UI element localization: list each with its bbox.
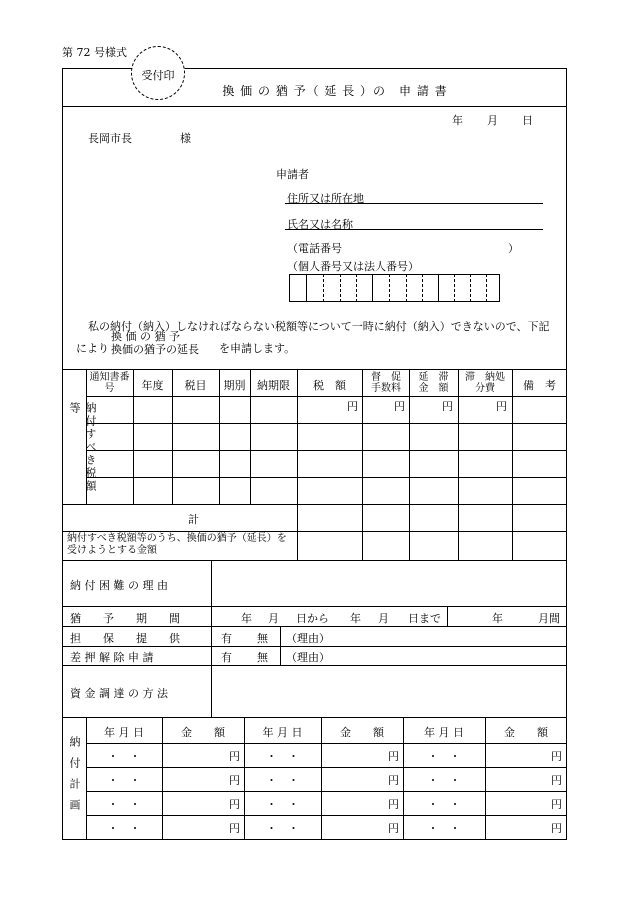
id-cell-divider (306, 274, 307, 302)
id-cell-divider (486, 274, 487, 302)
plan-row-line (86, 815, 567, 816)
grace-from-year: 年 (241, 612, 252, 625)
title-divider (62, 106, 567, 107)
addressee-honorific: 様 (180, 132, 191, 145)
plan-yen: 円 (229, 822, 240, 835)
date-year: 年 (452, 114, 463, 127)
plan-yen: 円 (551, 822, 562, 835)
address-field[interactable] (285, 203, 543, 204)
plan-yen: 円 (551, 750, 562, 763)
plan-date-dots: ・ ・ (427, 822, 461, 835)
header-period: 期別 (223, 379, 246, 392)
header-tax-item: 税目 (184, 379, 207, 392)
tax-table-col (362, 369, 363, 560)
tax-table-col (458, 369, 459, 560)
tax-table-row-line (86, 450, 567, 451)
plan-date-header: 年 月 日 (424, 726, 464, 739)
tax-table-top (62, 369, 567, 370)
grace-count-year: 年 (492, 612, 503, 625)
seizure-label: 差 押 解 除 申 請 (70, 651, 154, 664)
header-notice-no: 通知書番 号 (89, 372, 140, 394)
plan-yen: 円 (551, 798, 562, 811)
addressee-name: 長岡市長 (88, 132, 132, 145)
grace-bottom (62, 626, 567, 627)
address-label: 住所又は所在地 (287, 192, 364, 205)
id-cell-divider (406, 274, 407, 302)
seizure-reason: （理由） (286, 651, 330, 664)
applicant-label: 申請者 (276, 168, 309, 181)
id-cell-divider (454, 274, 455, 302)
collateral-no[interactable]: 無 (257, 632, 268, 645)
grace-period-label: 猶 予 期 間 (70, 612, 180, 625)
id-cell-divider (470, 274, 471, 302)
plan-yen: 円 (551, 774, 562, 787)
phone-close: ） (508, 242, 519, 255)
id-cell-divider (372, 274, 373, 302)
plan-amount-header: 金 額 (181, 726, 225, 739)
plan-date-dots: ・ ・ (427, 798, 461, 811)
header-delinquency: 延 滞金 額 (418, 372, 449, 394)
id-cell-divider (438, 274, 439, 302)
grace-divider (447, 606, 448, 626)
grace-from-day: 日から (296, 612, 329, 625)
id-number-label: （個人番号又は法人番号） (287, 260, 419, 273)
statement-suffix: を申請します。 (219, 342, 296, 355)
plan-date-dots: ・ ・ (107, 750, 141, 763)
plan-date-dots: ・ ・ (427, 750, 461, 763)
tax-table-total-line (62, 531, 567, 532)
seizure-yes[interactable]: 有 (221, 651, 232, 664)
id-cell-divider (389, 274, 390, 302)
tax-table-col (512, 369, 513, 560)
total-label: 計 (188, 513, 199, 526)
request-amount-label: 納付すべき税額等のうち、換価の猶予（延長）を受けようとする金額 (67, 533, 287, 556)
date-day: 日 (522, 114, 533, 127)
seizure-no[interactable]: 無 (257, 651, 268, 664)
id-cell-divider (422, 274, 423, 302)
reception-stamp-circle (131, 46, 185, 100)
funding-bottom (62, 717, 567, 718)
plan-yen: 円 (229, 750, 240, 763)
funding-divider (211, 665, 212, 717)
yen-tax: 円 (347, 400, 358, 413)
plan-date-dots: ・ ・ (107, 774, 141, 787)
date-month: 月 (487, 114, 498, 127)
page-title: 換 価 の 猶 予（ 延 長 ）の 申 請 書 (222, 84, 448, 98)
name-field[interactable] (285, 229, 543, 230)
reason-label: 納 付 困 難 の 理 由 (70, 579, 168, 592)
id-cell-divider (356, 274, 357, 302)
plan-date-header: 年 月 日 (104, 726, 144, 739)
yen-delinquency: 円 (442, 400, 453, 413)
id-cell-divider (340, 274, 341, 302)
plan-yen: 円 (229, 798, 240, 811)
collateral-yes[interactable]: 有 (221, 632, 232, 645)
plan-yen: 円 (388, 798, 399, 811)
plan-date-dots: ・ ・ (266, 750, 299, 763)
plan-date-dots: ・ ・ (266, 798, 299, 811)
header-tax-amount: 税 額 (313, 379, 346, 392)
tax-table-col (409, 369, 410, 560)
tax-table-row-line (86, 477, 567, 478)
statement-line1: 私の納付（納入）しなければならない税額等について一時に納付（納入）できないので、下記 (88, 320, 550, 333)
plan-date-header: 年 月 日 (262, 726, 303, 739)
tax-table-col (297, 369, 298, 560)
grace-to-year: 年 (350, 612, 361, 625)
tax-table-row-line (86, 423, 567, 424)
phone-label: （電話番号 (287, 242, 342, 255)
header-disposal: 滞 納処分費 (465, 372, 505, 394)
plan-date-dots: ・ ・ (266, 774, 299, 787)
plan-amount-header: 金 額 (504, 726, 548, 739)
header-year: 年度 (141, 379, 164, 392)
plan-yen: 円 (388, 774, 399, 787)
seizure-bottom (62, 665, 567, 666)
id-number-field[interactable] (289, 274, 500, 302)
reason-divider (211, 560, 212, 606)
grace-from-month: 月 (268, 612, 279, 625)
tax-table-side-label: 納付すべき税額等 (68, 402, 97, 493)
grace-to-month: 月 (378, 612, 389, 625)
payment-plan-side-label: 納付計画 (68, 736, 81, 820)
header-remarks: 備 考 (523, 379, 556, 392)
plan-amount-header: 金 額 (340, 726, 384, 739)
tax-table-header-bottom (86, 396, 567, 397)
collateral-label: 担 保 提 供 (70, 632, 180, 645)
tax-table-row-line (62, 504, 567, 505)
collateral-reason: （理由） (286, 632, 330, 645)
plan-date-dots: ・ ・ (427, 774, 461, 787)
statement-prefix: により (76, 342, 109, 355)
grace-divider (211, 606, 212, 665)
form-number: 第 72 号様式 (62, 46, 127, 59)
collateral-bottom (62, 646, 567, 647)
grace-count-month: 月間 (538, 612, 560, 625)
plan-yen: 円 (388, 822, 399, 835)
plan-yen: 円 (388, 750, 399, 763)
funding-label: 資 金 調 達 の 方 法 (70, 687, 168, 700)
yen-fee: 円 (394, 400, 405, 413)
plan-date-dots: ・ ・ (107, 822, 141, 835)
plan-row-line (86, 791, 567, 792)
plan-row-line (86, 743, 567, 744)
header-due: 納期限 (257, 379, 290, 392)
name-label: 氏名又は名称 (287, 218, 353, 231)
plan-row-line (86, 767, 567, 768)
id-cell-divider (323, 274, 324, 302)
statement-option2: 換価の猶予の延長 (111, 343, 199, 356)
yen-disposal: 円 (496, 400, 507, 413)
plan-date-dots: ・ ・ (266, 822, 299, 835)
grace-to-day: 日まで (408, 612, 441, 625)
plan-date-dots: ・ ・ (107, 798, 141, 811)
header-fee: 督 促手数料 (371, 372, 401, 394)
plan-yen: 円 (229, 774, 240, 787)
reason-bottom (62, 606, 567, 607)
stamp-label: 受付印 (141, 69, 175, 82)
statement-option1: 換 価 の 猶 予 (111, 330, 180, 343)
tax-table-bottom (62, 560, 567, 561)
